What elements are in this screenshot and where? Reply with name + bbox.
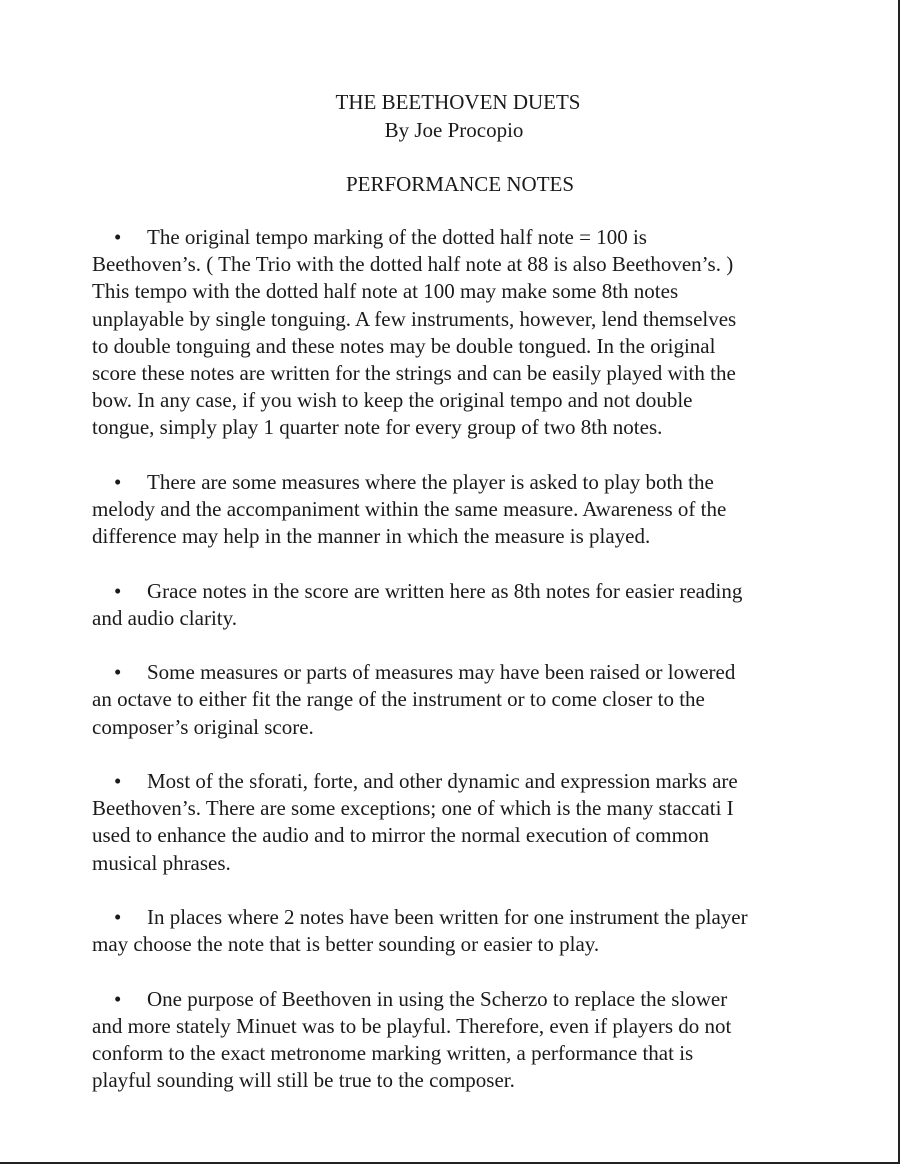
note-text-line: Most of the sforati, forte, and other dynamic and expression marks are	[147, 769, 738, 793]
performance-note	[92, 224, 832, 442]
note-text-line: tongue, simply play 1 quarter note for every group of two 8th notes.	[92, 415, 663, 440]
note-text-line: In places where 2 notes have been written for one instrument the player	[147, 905, 748, 929]
note-text-line: Some measures or parts of measures may have been raised or lowered	[147, 660, 736, 685]
note-text-line: used to enhance the audio and to mirror the normal execution of common	[92, 823, 709, 848]
bullet-icon: •	[114, 769, 122, 793]
note-text-line: conform to the exact metronome marking written, a performance that is	[92, 1041, 694, 1065]
note-text-line: Grace notes in the score are written here as 8th notes for easier reading	[147, 578, 743, 603]
bullet-icon: •	[114, 660, 122, 685]
document-title: THE BEETHOVEN DUETS	[335, 90, 581, 114]
bullet-icon: •	[114, 905, 122, 929]
document-author: By Joe Procopio	[384, 118, 524, 142]
note-text-line: The original tempo marking of the dotted half note = 100 is	[147, 225, 647, 249]
note-text-line: and audio clarity.	[92, 605, 238, 630]
note-text-line: musical phrases.	[92, 850, 231, 875]
bullet-icon: •	[114, 225, 122, 249]
performance-note	[92, 469, 832, 551]
note-text-line: playful sounding will still be true to the composer.	[92, 1068, 515, 1093]
note-text-line: score these notes are written for the strings and can be easily played with the	[92, 361, 736, 386]
note-text-line: difference may help in the manner in which the measure is played.	[92, 524, 651, 549]
note-text-line: Beethoven’s. ( The Trio with the dotted half note at 88 is also Beethoven’s. )	[92, 252, 734, 277]
bullet-icon: •	[114, 986, 122, 1011]
note-text-line: may choose the note that is better sounding or easier to play.	[92, 932, 600, 957]
note-text-line: composer’s original score.	[92, 714, 314, 739]
note-text-line: an octave to either fit the range of the instrument or to come closer to the	[92, 687, 705, 712]
note-text-line: One purpose of Beethoven in using the Scherzo to replace the slower	[147, 986, 728, 1011]
note-text-line: unplayable by single tonguing. A few instruments, however, lend themselves	[92, 306, 737, 331]
performance-note	[92, 659, 832, 741]
performance-note	[92, 768, 832, 877]
note-text-line: and more stately Minuet was to be playful. Therefore, even if players do not	[92, 1013, 732, 1038]
note-text-line: Beethoven’s. There are some exceptions; one of which is the many staccati I	[92, 796, 734, 821]
note-text-line: melody and the accompaniment within the same measure. Awareness of the	[92, 497, 727, 522]
section-heading: PERFORMANCE NOTES	[345, 172, 575, 196]
bullet-icon: •	[114, 469, 122, 494]
note-text-line: There are some measures where the player is asked to play both the	[147, 469, 714, 494]
bullet-icon: •	[114, 578, 122, 603]
note-text-line: bow. In any case, if you wish to keep the original tempo and not double	[92, 388, 693, 413]
performance-note	[92, 904, 832, 958]
note-text-line: This tempo with the dotted half note at 100 may make some 8th notes	[92, 279, 679, 304]
performance-notes-list	[92, 224, 832, 1122]
performance-note	[92, 578, 832, 632]
note-text-line: to double tonguing and these notes may be double tongued. In the original	[92, 333, 716, 358]
performance-note	[92, 986, 832, 1095]
